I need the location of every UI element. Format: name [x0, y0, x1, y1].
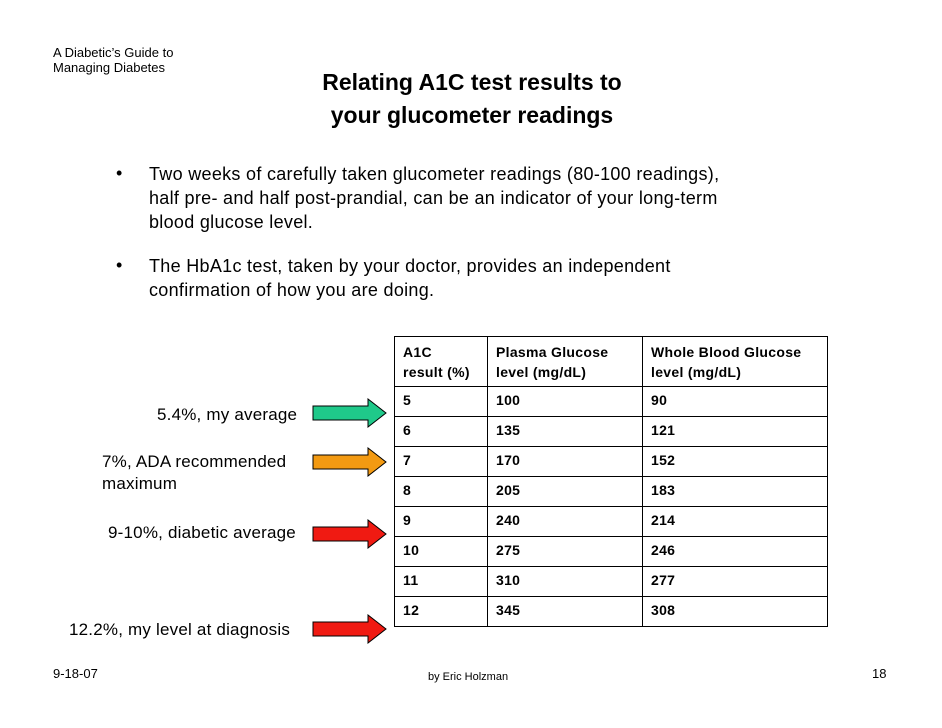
marker-label-diagnosis: 12.2%, my level at diagnosis [69, 620, 291, 639]
org-title [53, 45, 173, 75]
cell-a1c: 12 [395, 597, 488, 627]
arrow-red-diagnosis-shape [313, 615, 386, 643]
slide-title [262, 66, 682, 132]
header-whole-blood-line1: Whole Blood Glucose [651, 344, 802, 360]
cell-whole-blood: 308 [643, 597, 828, 627]
table-row [395, 387, 828, 417]
bullet-2-line2: confirmation of how you are doing. [149, 280, 435, 300]
a1c-glucose-table [394, 336, 828, 627]
cell-a1c: 7 [395, 447, 488, 477]
cell-plasma: 240 [488, 507, 643, 537]
marker-label-ada-maximum [102, 451, 286, 495]
cell-a1c: 6 [395, 417, 488, 447]
arrow-right-icon-orange [312, 447, 388, 477]
cell-plasma: 205 [488, 477, 643, 507]
arrow-right-icon-red [312, 519, 388, 549]
cell-plasma: 135 [488, 417, 643, 447]
header-whole-blood [643, 337, 828, 387]
bullet-2-line1: The HbA1c test, taken by your doctor, provides an independent [149, 256, 671, 276]
marker-label-ada-line1: 7%, ADA recommended [102, 452, 287, 471]
header-a1c-line2: result (%) [403, 364, 470, 380]
header-a1c-line1: A1C [403, 344, 432, 360]
bullet-1-line2: half pre- and half post-prandial, can be an indicator of your long-term [149, 188, 718, 208]
cell-plasma: 345 [488, 597, 643, 627]
header-a1c [395, 337, 488, 387]
cell-whole-blood: 121 [643, 417, 828, 447]
cell-plasma: 100 [488, 387, 643, 417]
header-plasma-line1: Plasma Glucose [496, 344, 609, 360]
header-plasma [488, 337, 643, 387]
table-row [395, 537, 828, 567]
footer-date: 9-18-07 [53, 666, 98, 681]
table-row [395, 507, 828, 537]
cell-a1c: 5 [395, 387, 488, 417]
header-plasma-line2: level (mg/dL) [496, 364, 587, 380]
cell-plasma: 310 [488, 567, 643, 597]
bullet-1-text [149, 162, 719, 234]
org-title-line2: Managing Diabetes [53, 60, 166, 75]
cell-whole-blood: 214 [643, 507, 828, 537]
cell-whole-blood: 152 [643, 447, 828, 477]
marker-label-diabetic-average: 9-10%, diabetic average [108, 523, 296, 542]
arrow-right-icon-red-diagnosis [312, 614, 388, 644]
cell-a1c: 11 [395, 567, 488, 597]
bullet-1-glyph: • [116, 163, 123, 183]
cell-plasma: 275 [488, 537, 643, 567]
bullet-1-line3: blood glucose level. [149, 212, 314, 232]
cell-plasma: 170 [488, 447, 643, 477]
slide-title-line2: your glucometer readings [330, 102, 614, 128]
table-row [395, 447, 828, 477]
cell-whole-blood: 246 [643, 537, 828, 567]
cell-whole-blood: 90 [643, 387, 828, 417]
table-header-row [395, 337, 828, 387]
arrow-green-shape [313, 399, 386, 427]
slide-title-line1: Relating A1C test results to [322, 69, 622, 95]
arrow-orange-shape [313, 448, 386, 476]
cell-whole-blood: 277 [643, 567, 828, 597]
arrow-red-shape [313, 520, 386, 548]
table-row [395, 477, 828, 507]
org-title-line1: A Diabetic’s Guide to [53, 45, 174, 60]
bullet-1-line1: Two weeks of carefully taken glucometer readings (80-100 readings), [149, 164, 720, 184]
arrow-right-icon-green [312, 398, 388, 428]
marker-label-my-average: 5.4%, my average [157, 405, 298, 424]
page-number: 18 [872, 666, 887, 681]
cell-whole-blood: 183 [643, 477, 828, 507]
marker-label-ada-line2: maximum [102, 474, 178, 493]
header-whole-blood-line2: level (mg/dL) [651, 364, 742, 380]
bullet-2-text [149, 254, 671, 302]
table-row [395, 597, 828, 627]
table-row [395, 567, 828, 597]
cell-a1c: 8 [395, 477, 488, 507]
cell-a1c: 9 [395, 507, 488, 537]
cell-a1c: 10 [395, 537, 488, 567]
bullet-2-glyph: • [116, 255, 123, 275]
footer-author: by Eric Holzman [428, 671, 509, 683]
table-row [395, 417, 828, 447]
